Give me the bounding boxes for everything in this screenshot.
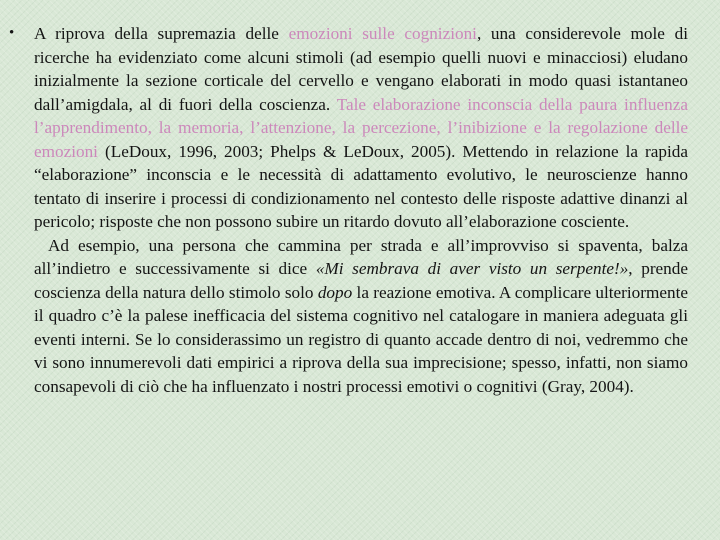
paragraph-1 (34, 22, 688, 234)
p1-text-2: , una considerevole mole di ricerche ha evidenziato come alcuni stimoli (ad esempio quelli nuovi e minacciosi) eludano inizialmente la sezione corticale del cervello e vengano elaborati in modo quasi istantaneo dall’amigdala, al di fuori della coscienza. (34, 24, 688, 114)
p2-text-1: Ad esempio, una persona che cammina per strada e all’improvviso si spaventa, balza all’indietro e successivamente si dice (34, 235, 688, 278)
p2-emphasis: dopo (317, 282, 353, 302)
p2-text-2: , prende coscienza della natura dello stimolo solo (34, 259, 688, 302)
p1-text-1: A riprova della supremazia delle (34, 24, 289, 43)
body-text (34, 22, 688, 398)
p1-highlight-1: emozioni sulle cognizioni (288, 24, 477, 43)
p1-text-3: (LeDoux, 1996, 2003; Phelps & LeDoux, 2005). Mettendo in relazione la rapida “elaborazione” inconscia e le necessità di adattamento evolutivo, le neuroscienze hanno tentato di inserire i processi di condizionamento nel contesto delle risposte adattive dinanzi al pericolo; risposte che non possono subire un ritardo dovuto all’elaborazione cosciente. (34, 141, 688, 231)
paragraph-2 (34, 234, 688, 399)
p2-quote: «Mi sembrava di aver visto un serpente!» (315, 259, 629, 278)
p1-highlight-2: Tale elaborazione inconscia della paura influenza l’apprendimento, la memoria, l’attenzione, la percezione, l’inibizione e la regolazione delle emozioni (34, 94, 688, 161)
bullet-point: • (9, 25, 15, 41)
p2-text-3: la reazione emotiva. A complicare ulteriormente il quadro c’è la palese inefficacia del sistema cognitivo nel catalogare in maniera adeguata gli eventi interni. Se lo considerassimo un registro di quanto accade dentro di noi, vedremmo che vi sono innumerevoli dati empirici a riprova della sua imprecisione; spesso, infatti, non siamo consapevoli di ciò che ha influenzato i nostri processi emotivi o cognitivi (Gray, 2004). (34, 282, 688, 396)
